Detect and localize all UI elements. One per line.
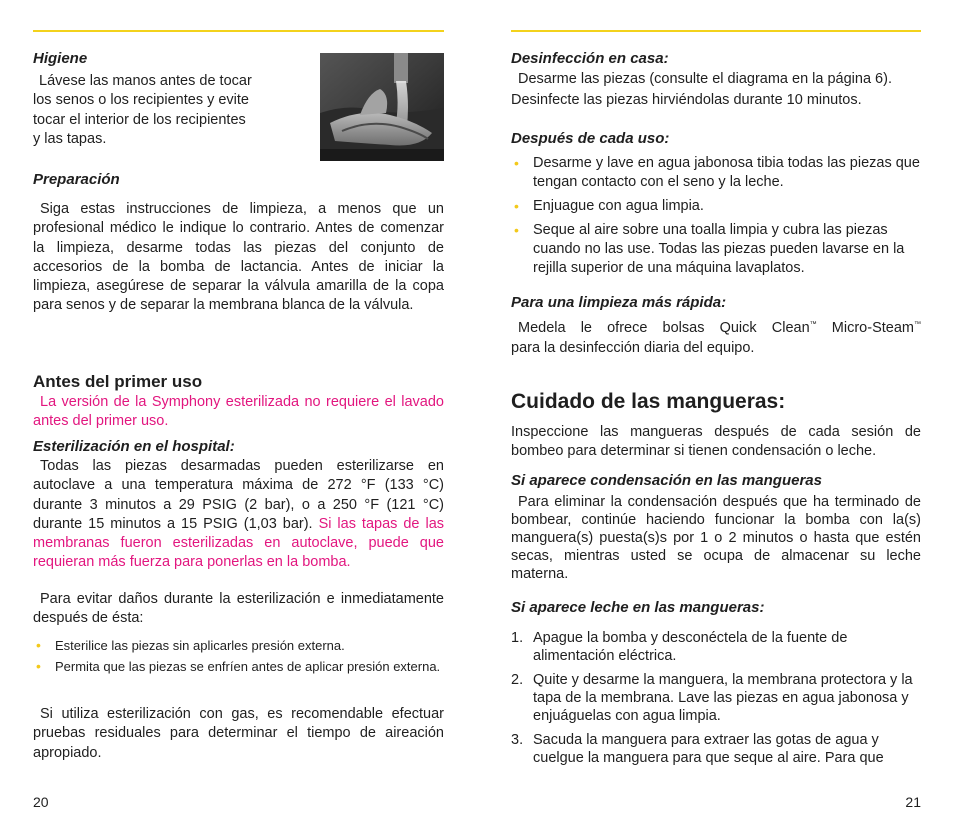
section-preparacion [33,171,444,316]
section-gas [33,705,444,763]
section-text: Inspeccione las mangueras después de cada sesión de bombeo para determinar si tienen condensación o leche. [511,424,921,460]
list-item [511,629,921,665]
sterilization-text: Todas las piezas desarmadas pueden esterilizarse en autoclave a una temperatura máxima de 272 °F (133 °C) durante 3 minutos a 29 PSIG (2 bar), o a 250 °F (121 °C) durante 15 minutos a 15 PSIG (1,03 bar). [33,458,444,532]
page-number: 21 [905,794,921,810]
section-title: Antes del primer uso [33,372,203,391]
section-title: Si aparece leche en las mangueras: [511,599,765,616]
section-condensacion [511,472,921,583]
step-number: 3. [511,732,524,748]
section-title: Preparación [33,171,120,188]
highlight-text: Si las tapas de las membranas fueron esterilizadas en autoclave, puede que requieran más fuerza para ponerlas en la bomba. [33,515,445,571]
section-rapida [511,294,921,358]
section-text [511,315,921,338]
micro-steam-text: Micro-Steam [816,319,914,336]
hand-washing-photo [320,53,444,161]
bullet-list [511,154,921,278]
text-line: Desinfecte las piezas hirviéndolas durante 10 minutos. [511,92,862,109]
list-item [511,671,921,725]
list-item: • Permita que las piezas se enfríen antes de aplicar presión externa. [33,658,444,675]
section-title: Desinfección en casa: [511,50,669,67]
text-line: Desarme las piezas (consulte el diagrama en la página 6). [518,71,892,87]
step-text: Sacuda la manguera para extraer las gotas de agua y cuelgue la manguera para que seque al aire. Para que [533,732,884,766]
page-number: 20 [33,794,49,810]
section-evitar [33,590,444,675]
section-title: Si aparece condensación en las mangueras [511,472,822,489]
step-number: 2. [511,672,524,688]
top-rule [511,30,921,32]
highlight-text: La versión de la Symphony esterilizada no requiere el lavado antes del primer uso. [33,394,444,430]
section-title: Esterilización en el hospital: [33,438,235,455]
section-text [33,457,444,573]
step-number: 1. [511,630,524,646]
list-item: • Desarme y lave en agua jabonosa tibia todas las piezas que tengan contacto con el seno y la leche. [511,154,921,192]
top-rule [33,30,444,32]
section-cuidado [511,389,921,462]
section-title: Después de cada uso: [511,130,670,147]
text-line: Lávese las manos antes de tocar [39,73,252,89]
section-text: Si utiliza esterilización con gas, es recomendable efectuar pruebas residuales para determinar el tiempo de aireación apropiado. [33,706,444,761]
step-text: Quite y desarme la manguera, la membrana protectora y la tapa de la membrana. Lave las piezas en agua jabonosa y enjuáguelas con agua limpia. [533,672,913,724]
list-item: • Enjuague con agua limpia. [511,197,921,216]
list-item [511,731,921,767]
section-text: para la desinfección diaria del equipo. [511,340,755,357]
section-text: Para eliminar la condensación después que ha terminado de bombear, continúe haciendo funcionar la bomba con la(s) manguera(s) puesta(s)s por 1 o 2 minutos o hasta que estén secas, mientras usted se ocupa de almacenar su leche materna. [511,494,921,582]
numbered-list [511,629,921,767]
section-heading: Cuidado de las mangueras: [511,390,786,413]
step-text: Apague la bomba y desconéctela de la fuente de alimentación eléctrica. [533,630,848,664]
trademark: ™ [809,321,817,328]
section-title: Higiene [33,50,88,67]
section-esterilizacion [33,438,444,573]
section-leche [511,599,921,767]
text-line: los senos o los recipientes y evite [33,92,249,109]
section-antes-primer-uso [33,372,444,432]
section-title: Para una limpieza más rápida: [511,294,727,311]
list-item: • Esterilice las piezas sin aplicarles presión externa. [33,637,444,654]
quick-clean-text: Medela le ofrece bolsas Quick Clean [518,319,810,336]
section-text: Para evitar daños durante la esterilización e inmediatamente después de ésta: [33,591,444,627]
right-page [511,0,921,827]
list-item: • Seque al aire sobre una toalla limpia y cubra las piezas cuando no las use. Todas las piezas pueden lavarse en la rejilla superior de una máquina lavaplatos. [511,221,921,278]
section-despues [511,130,921,278]
section-text: Siga estas instrucciones de limpieza, a menos que un profesional médico le indique lo contrario. Antes de comenzar la limpieza, desarme todas las piezas del conjunto de accesorios de la bomba de lactancia. Antes de iniciar la limpieza, asegúrese de separar la válvula amarilla de la copa para senos y de separar la membrana blanca de la válvula. [33,201,444,314]
text-line: tocar el interior de los recipientes [33,111,246,128]
bullet-list [33,637,444,675]
hand-washing-photo-image [320,53,444,161]
trademark: ™ [913,321,921,328]
text-line: y las tapas. [33,130,107,147]
section-desinfeccion [511,50,921,111]
left-page [33,0,444,827]
